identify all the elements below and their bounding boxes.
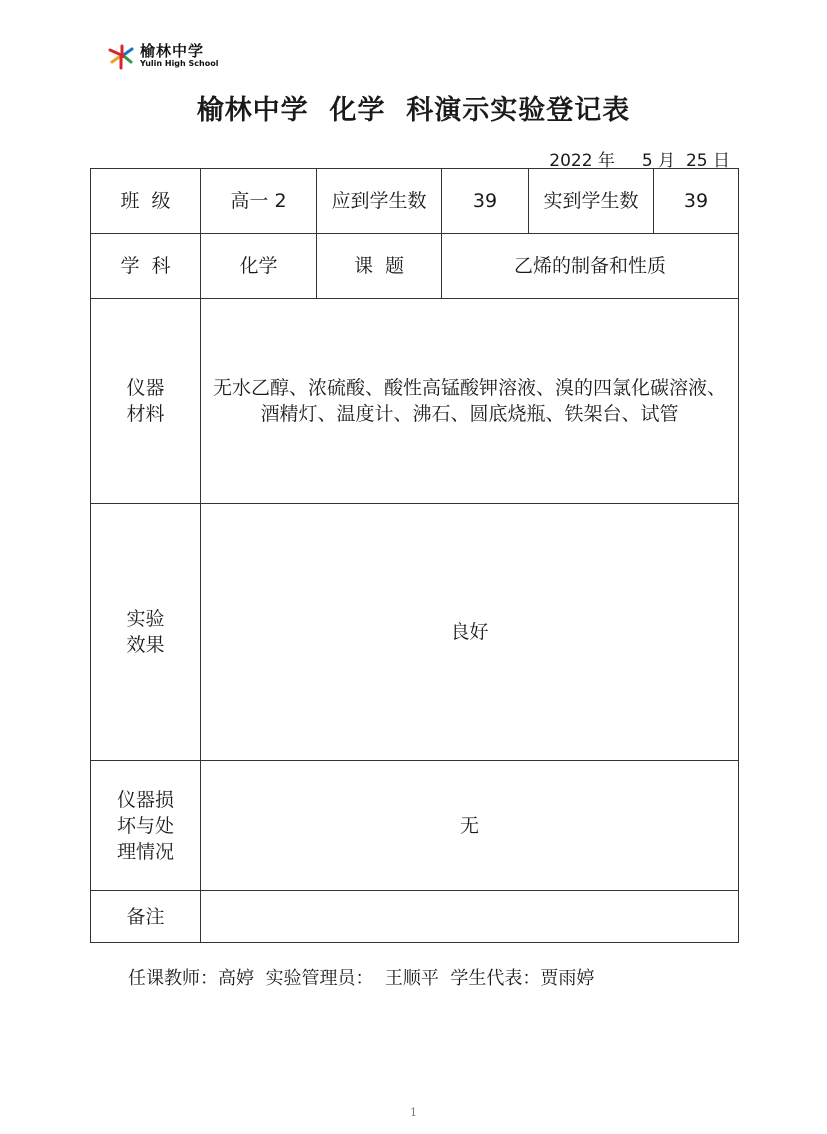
subject-value: 化学 [201,234,317,299]
table-row-subject [91,234,739,299]
signature-line: 任课教师：高婷 实验管理员： 王顺平 学生代表：贾雨婷 [128,968,595,989]
class-value: 高一 2 [201,169,317,234]
subject-label: 学 科 [91,234,201,299]
expected-students-label: 应到学生数 [317,169,442,234]
table-row-materials [91,299,739,504]
experiment-record-table [90,168,739,943]
topic-label: 课 题 [317,234,442,299]
expected-students-value: 39 [442,169,529,234]
class-label: 班 级 [91,169,201,234]
logo-name-en: Yulin High School [140,59,219,68]
record-date: 2022 年 5 月 25 日 [549,151,730,171]
remarks-label: 备注 [91,891,201,943]
topic-value: 乙烯的制备和性质 [442,234,739,299]
school-emblem-icon [106,40,136,70]
actual-students-value: 39 [654,169,739,234]
effect-label: 实验 效果 [91,504,201,761]
actual-students-label: 实到学生数 [529,169,654,234]
page-number: 1 [410,1106,417,1119]
table-row-class [91,169,739,234]
materials-label: 仪器 材料 [91,299,201,504]
school-logo [106,40,226,72]
table-row-damage [91,761,739,891]
table-row-remarks [91,891,739,943]
effect-value: 良好 [201,504,739,761]
page-title: 榆林中学 化学 科演示实验登记表 [196,95,631,126]
logo-name-cn: 榆林中学 [140,42,205,60]
damage-label: 仪器损 坏与处 理情况 [91,761,201,891]
table-row-effect [91,504,739,761]
remarks-value [201,891,739,943]
materials-value: 无水乙醇、浓硫酸、酸性高锰酸钾溶液、溴的四氯化碳溶液、酒精灯、温度计、沸石、圆底烧瓶、铁架台、试管 [201,299,739,504]
damage-value: 无 [201,761,739,891]
